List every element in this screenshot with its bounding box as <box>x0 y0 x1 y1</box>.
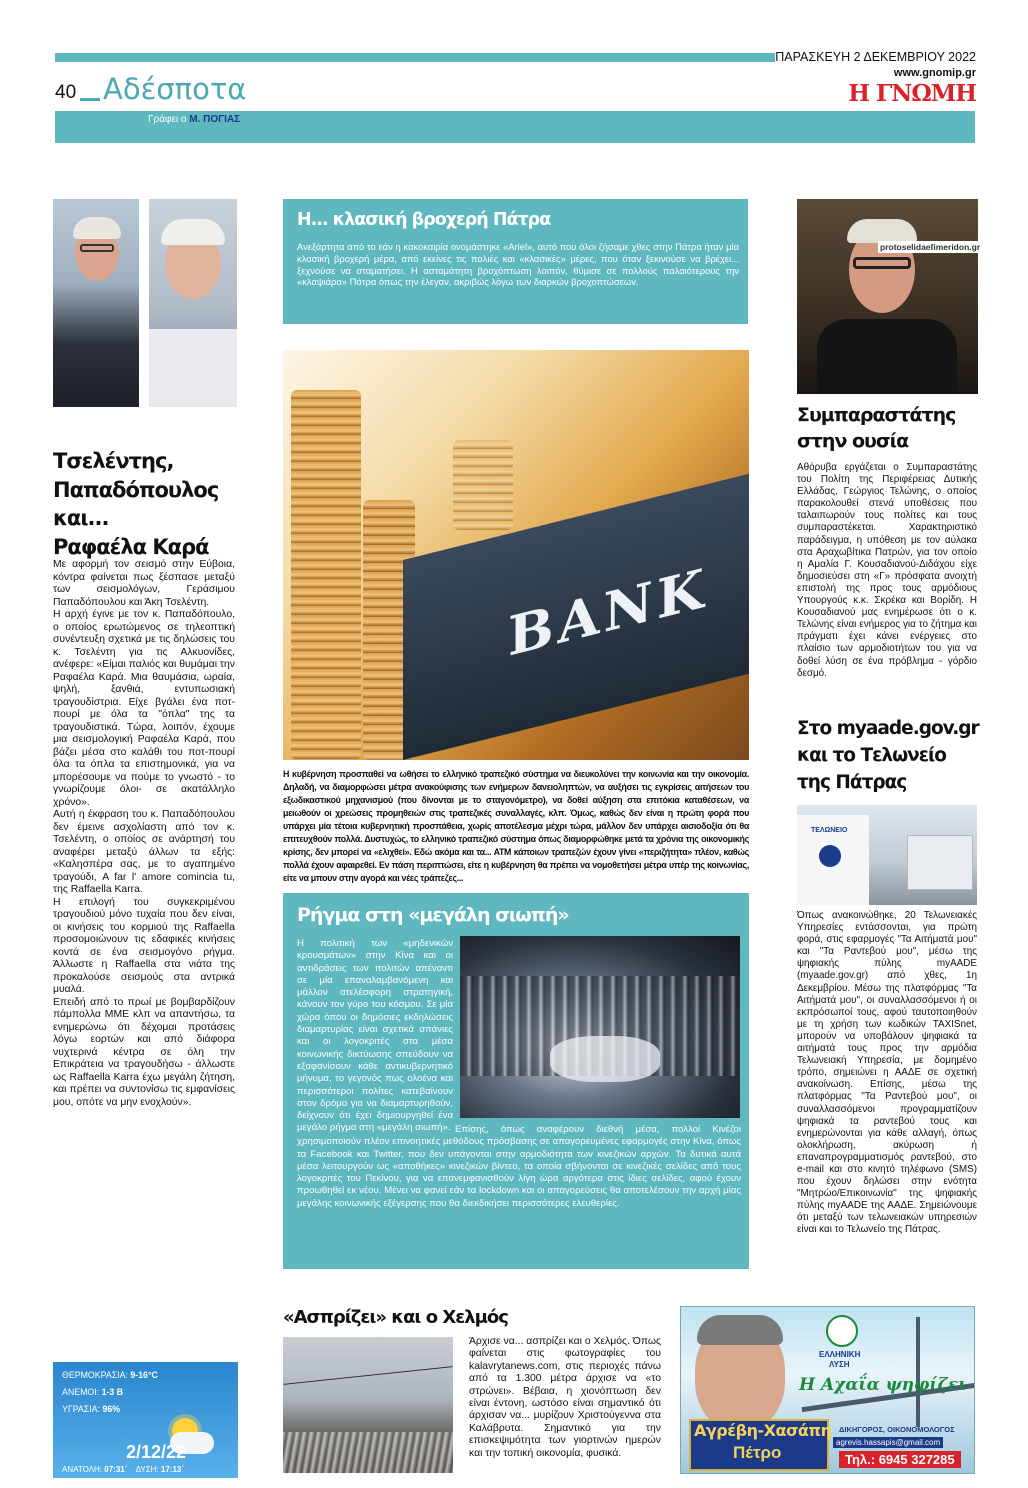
section-title: Αδέσποτα <box>103 72 247 106</box>
title-line: της Πάτρας <box>797 772 907 793</box>
weather-wind <box>62 1387 123 1397</box>
page-number: 40 <box>55 82 77 103</box>
bank-coins-image <box>283 350 749 760</box>
seismologist-photo-1 <box>53 199 139 407</box>
right-article-1-body: Αθόρυβα εργάζεται ο Συμπαραστάτης του Πολίτη της Περιφέρειας Δυτικής Ελλάδας, Γεώργιος Τελώνης, ο οποίος παρακολουθεί στενά υποθέσεις που ταλαιπωρούν τους πολίτες και τους συμπαραστέκεται. Χαρακτηριστικό παράδειγμα, η υπόθεση με τον αύλακα στα Αραχωβίτικα Πατρών, για τον οποίο η Αμαλία Γ. Κουσαδιανού-Διδάχου είχε δημοσιεύσει στη «Γ» πρόσφατα ανοιχτή επιστολή της προς τους αρμόδιους Υπουργούς κ.κ. Σκρέκα και Βορίδη. Η Κουσαδιανού μας ενημέρωσε ότι ο κ. Τελώνης είναι ενήμερος για το ζήτημα και πράγματι έχει κάνει ενέργειες στο πλαίσιο των αρμοδιοτήτων του για να δοθεί λύση σε ένα πρόβλημα - γόρδιο δεσμό. <box>797 462 977 679</box>
glasses-shape <box>80 244 114 252</box>
ad-name-1: Αγρέβη-Χασάπη <box>694 1421 832 1440</box>
hair-shape <box>73 217 121 239</box>
title-line: στην ουσία <box>797 430 909 452</box>
rain-box-title: Η... κλασική βροχερή Πάτρα <box>297 210 551 230</box>
party-name-2: ΛΥΣΗ <box>829 1360 850 1369</box>
header-top-bar <box>55 53 775 62</box>
ad-email[interactable]: agrevis.hassapis@gmail.com <box>833 1437 943 1448</box>
weather-humidity <box>62 1404 120 1414</box>
coin-stack <box>291 390 361 760</box>
ad-phone: Τηλ.: 6945 327285 <box>839 1451 961 1468</box>
title-line: Τσελέντης, <box>53 449 174 473</box>
title-line: Παπαδόπουλος <box>53 477 219 502</box>
sunrise-value: 07:31΄ <box>104 1465 128 1474</box>
hair-shape <box>161 219 225 245</box>
left-article-body: Με αφορμή τον σεισμό στην Εύβοια, κόντρα φαίνεται πως ξέσπασε μεταξύ των σεισμολόγων, Γεράσιμου Παπαδόπουλου και Άκη Τσελέντη. Η αρχή έγινε με τον κ. Παπαδόπουλο, ο οποίος ερωτώμενος σε τηλεοπτική συνέντευξη σχετικά με τις δηλώσεις του κ. Τσελέντη για τις Αλκυονίδες, ανέφερε: «Είμαι παλιός και θυμάμαι την Ραφαέλα Καρά. Μια θαυμάσια, ωραία, ψηλή, ξανθιά, εντυπωσιακή τραγουδίστρια. Είχε βγάλει ένα ποτ-πουρί με όλα τα "όπλα" της τα τραγουδιστικά. Τώρα, λοιπόν, έχουμε μια σεισμολογική Ραφαέλα Καρά, που βάζει μέσα στο καλάθι του ποτ-πουρί όλα τα όπλα τα επιστημονικά, για να μπορέσουμε να πούμε το γνωστό - το γνωρίζουμε όλοι- σε ακατάλληλο χρόνο». Αυτή η έκφραση του κ. Παπαδόπουλου δεν έμεινε ασχολίαστη από τον κ. Τσελέντη, ο οποίος σε ανάρτησή του αναφέρει μεταξύ άλλων τα εξής: «Καλησπέρα σας, με το αγαπημένο τραγούδι, A far l' amore comincia tu, της Raffaella Karra. Η επιλογή του συγκεκριμένου τραγουδιού μόνο τυχαία που δεν είναι, οι κινήσεις του κορμιού της Raffaella προσομοιώνουν τις εδαφικές κινήσεις κοντά σε ένα σεισμογόνο ρήγμα. Άλλωστε η Raffaella στα νιάτα της προκαλούσε σεισμούς στα αντρικά μυαλά. Επειδή από το πρωί με βομβαρδίζουν πάμπολλα ΜΜΕ κλπ να απαντήσω, τα ενημερώνω ότι δέχομαι προτάσεις λόγω εορτών και από διάφορα νυχτερινά κέντρα σε όλη την Επικράτεια να τραγουδήσω - άλλωστε ως Raffaella Karra έχω μεγάλη ζήτηση, και πρέπει να συντονίσω τις εμφανίσεις μου, οπότε να μην ενοχλούν». <box>53 559 235 1108</box>
title-line: Στο myaade.gov.gr <box>797 718 979 739</box>
wind-value: 1-3 Β <box>101 1387 124 1397</box>
election-ad <box>680 1306 975 1474</box>
party-logo-icon <box>826 1315 858 1347</box>
bank-sign: BANK <box>508 555 708 669</box>
china-box-body-full: Επίσης, όπως αναφέρουν διεθνή μέσα, πολλοί Κινέζοι χρησιμοποιούν πλέον επινοητικές μεθόδους πρόσβασης σε απαγορευμένες εφαρμογές στην Κίνα, όπως τα Facebook και Twitter, που δεν υπάγονται στην αρμοδιότητα των κινεζικών αρχών. Τα δυτικά αυτά μέσα λειτουργούν ως «αποθήκες» κινεζικών βίντεο, τα οποία σβήνονται σε κινεζικές σελίδες από τους λογοκριτές του Πεκίνου, για να επανεμφανισθούν λίγη ώρα αργότερα στις ίδιες σελίδες, αφού έχουν προωθηθεί εκ νέου. Μένει να φανεί εάν τα lockdown και οι απαγορεύσεις θα αποτελέσουν την αρχή μίας μεγάλης κοινωνικής εξέγερσης που θα διεκδικήσει περισσότερες ελευθερίες. <box>297 1124 741 1209</box>
bank-article-body: Η κυβέρνηση προσπαθεί να ωθήσει το ελληνικό τραπεζικό σύστημα να διευκολύνει την κοινωνία και την οικονομία. Δηλαδή, να διαμορφώσει μέτρα ανακούφισης των ενήμερων δανειοληπτών, να αυξήσει τις εγκρίσεις αιτήσεων του εξωδικαστικού μηχανισμού (που δίνονται με το σταγονόμετρο), να δοθεί αύξηση στα επιτόκια καταθέσεων, να μειωθούν οι χρεώσεις προμηθειών στις τραπεζικές συναλλαγές, κλπ. Όμως, καθώς δεν είναι η πρώτη φορά που υπάρχει μία τέτοια κυβερνητική προσπάθεια, χωρίς αποτέλεσμα μέχρι τώρα, μάλλον δεν υπάρχει αισιοδοξία ότι θα επιτευχθούν πολλά. Δυστυχώς, το ελληνικό τραπεζικό σύστημα όπως διαμορφώθηκε μετά τα χρόνια της οικονομικής κρίσης, δεν μπορεί να «ελιχθεί». Εδώ ακόμα και τα... ΑΤΜ κάποιων τραπεζών έχουν γίνει «περιζήτητα» πλέον, καθώς πολλά έχουν αφαιρεθεί. Εν πάση περιπτώσει, είτε η κυβέρνηση θα πρέπει να νομοθετήσει μέτρα υπέρ της κοινωνίας, είτε να μπουν στην αγορά και νέες τράπεζες... <box>283 769 749 883</box>
title-line: και... <box>53 506 109 530</box>
customs-office-photo <box>797 805 977 905</box>
ski-lift-cable <box>283 1366 452 1385</box>
header-website[interactable]: www.gnomip.gr <box>893 67 976 79</box>
byline <box>148 114 240 125</box>
header-date: ΠΑΡΑΣΚΕΥΗ 2 ΔΕΚΕΜΒΡΙΟΥ 2022 <box>775 50 976 64</box>
section-underline <box>80 98 100 101</box>
china-box-body-side: Η πολιτική των «μηδενικών κρουσμάτων» στην Κίνα και οι αντιδράσεις των πολιτών απέναντι σε μία επαναλαμβανόμενη και μάλλον ατελέσφορη στρατηγική, κάνουν τον γύρο του κόσμου. Σε μία χώρα όπου οι δημόσιες εκδηλώσεις διαμαρτυρίας είναι σχετικά σπάνιες και οι λογοκριτές στα μέσα κοινωνικής δικτύωσης σπεύδουν να εξαφανίσουν κάθε αντικυβερνητικό μήνυμα, το γεγονός πως ολοένα και περισσότεροι πολίτες κατεβαίνουν στον δρόμο για να διαμαρτυρηθούν, δείχνουν ότι έχει δημιουργηθεί ένα μεγάλο ρήγμα στη «μεγάλη σιωπή». <box>297 938 453 1134</box>
snow-article-title: «Ασπρίζει» και ο Χελμός <box>283 1307 508 1328</box>
watermark-label: protoselidaefimeridon.gr <box>880 242 981 252</box>
weather-temp <box>62 1370 158 1380</box>
right-article-2-body: Όπως ανακοινώθηκε, 20 Τελωνειακές Υπηρεσίες εντάσσονται, για πρώτη φορά, στις εφαρμογές "Τα Αιτήματά μου" και "Τα Ραντεβού μου", μέσω της ψηφιακής πύλης myAADE (myaade.gov.gr) από χθες, 1η Δεκεμβρίου. Μέσω της πλατφόρμας "Τα Αιτήματά μου", οι συναλλασσόμενοι ή οι εκπρόσωποί τους, αφού ταυτοποιηθούν με τη χρήση των κωδικών TAXISnet, μπορούν να υποβάλουν ψηφιακά τα αιτήματά τους προς την αρμόδια Τελωνειακή Υπηρεσία, με δομημένο τρόπο, σημειώνει η ΑΑΔΕ σε σχετική ανακοίνωση. Επίσης, μέσω της πλατφόρμας "Τα Ραντεβού μου", οι συναλλασσόμενοι προγραμματίζουν ψηφιακά τα ραντεβού τους και ενημερώνονται για κάθε αλλαγή, όπως ολοκλήρωση, ακύρωση ή επαναπρογραμματισμός ραντεβού, στο e-mail και στο κινητό τηλέφωνο (SMS) που έχουν δηλώσει στην ενότητα "Μητρώο/Επικοινωνία" της ψηφιακής πύλης myAADE της ΑΑΔΕ. Σημειώνουμε ότι μεταξύ των τελωνειακών υπηρεσιών είναι και το Τελωνείο της Πάτρας. <box>797 910 977 1236</box>
candidate-hair <box>697 1315 783 1345</box>
ad-name-2: Πέτρο <box>733 1443 782 1462</box>
humidity-value: 96% <box>102 1404 121 1414</box>
temp-label: ΘΕΡΜΟΚΡΑΣΙΑ: <box>62 1370 128 1380</box>
customs-sign: ΤΕΛΩΝΕΙΟ <box>811 827 848 834</box>
title-line: Ραφαέλα Καρά <box>53 534 209 559</box>
weather-sun-times <box>62 1465 184 1474</box>
title-line: Συμπαραστάτης <box>797 404 956 426</box>
seismologist-photo-2 <box>149 199 237 407</box>
police-line-shape <box>550 1036 660 1082</box>
snow-article-body: Άρχισε να... ασπρίζει και ο Χελμός. Όπως φαίνεται στις φωτογραφίες του kalavrytanews.com, στις περιοχές πάνω από τα 1.300 μέτρα άρχισε να «το στρώνει». Βέβαια, η χιονόπτωση δεν είναι έντονη, ωστόσο είναι σημαντικό ότι άρχισαν να... μυρίζουν Χριστούγεννα στα Καλάβρυτα. Σημαντικό για την επισκεψιμότητα των γιορτινών ημερών και την τοπική οικονομία, φυσικά. <box>469 1336 661 1459</box>
customs-emblem <box>819 845 841 867</box>
newspaper-logo: Η ΓΝΩΜΗ <box>848 80 976 107</box>
right-article-2-title <box>797 715 979 796</box>
weather-date: 2/12/22 <box>126 1442 187 1462</box>
temp-value: 9-16°C <box>130 1370 158 1380</box>
china-box-title: Ρήγμα στη «μεγάλη σιωπή» <box>297 904 569 926</box>
humidity-label: ΥΓΡΑΣΙΑ: <box>62 1404 100 1414</box>
party-name-1: ΕΛΛΗΝΙΚΗ <box>819 1350 861 1359</box>
truck-trailer <box>907 835 973 890</box>
snow-ground <box>283 1432 453 1473</box>
telonis-photo <box>797 199 978 394</box>
china-protest-photo <box>460 936 740 1118</box>
byline-author: Μ. ΠΟΓΙΑΣ <box>189 114 241 125</box>
shirt-shape <box>149 329 237 407</box>
helmos-snow-photo <box>283 1337 453 1473</box>
sunset-label: ΔΥΣΗ: <box>135 1465 159 1474</box>
jacket-shape <box>817 319 957 394</box>
ad-slogan: Η Αχαΐα ψηφίζει <box>799 1375 967 1395</box>
right-article-1-title <box>797 402 977 454</box>
ad-profession: ΔΙΚΗΓΟΡΟΣ, ΟΙΚΟΝΟΜΟΛΟΓΟΣ <box>839 1425 955 1434</box>
hair-shape <box>847 219 917 243</box>
rain-box-body: Ανεξάρτητα από το εάν η κακοκαιρία ονομάστηκε «Ariel», αυτό που όλοι ζήσαμε χθες στην Πάτρα ήταν μία κλασική βροχερή μέρα, από εκείνες τις παλιές και «κλασικές» μέρες, που όταν ξεκινούσε να βρέχει... ξεχνούσε να σταματήσει. Η ασταμάτητη βροχόπτωση λοιπόν, θύμισε σε πολλούς παλαιότερους την «κλαψιάρα» Πάτρα όπως την έλεγαν, ακριβώς λόγω των διαρκών βροχοπτώσεων. <box>297 241 739 288</box>
left-article-title <box>53 447 243 561</box>
bridge-pylon <box>916 1317 920 1427</box>
glasses-shape <box>853 257 911 269</box>
title-line: και το Τελωνείο <box>797 745 946 766</box>
sunset-value: 17:13΄ <box>160 1465 185 1474</box>
coin-stack <box>453 440 513 530</box>
wind-label: ΑΝΕΜΟΙ: <box>62 1387 100 1397</box>
sunrise-label: ΑΝΑΤΟΛΗ: <box>62 1465 103 1474</box>
byline-prefix: Γράφει ο <box>148 114 187 125</box>
